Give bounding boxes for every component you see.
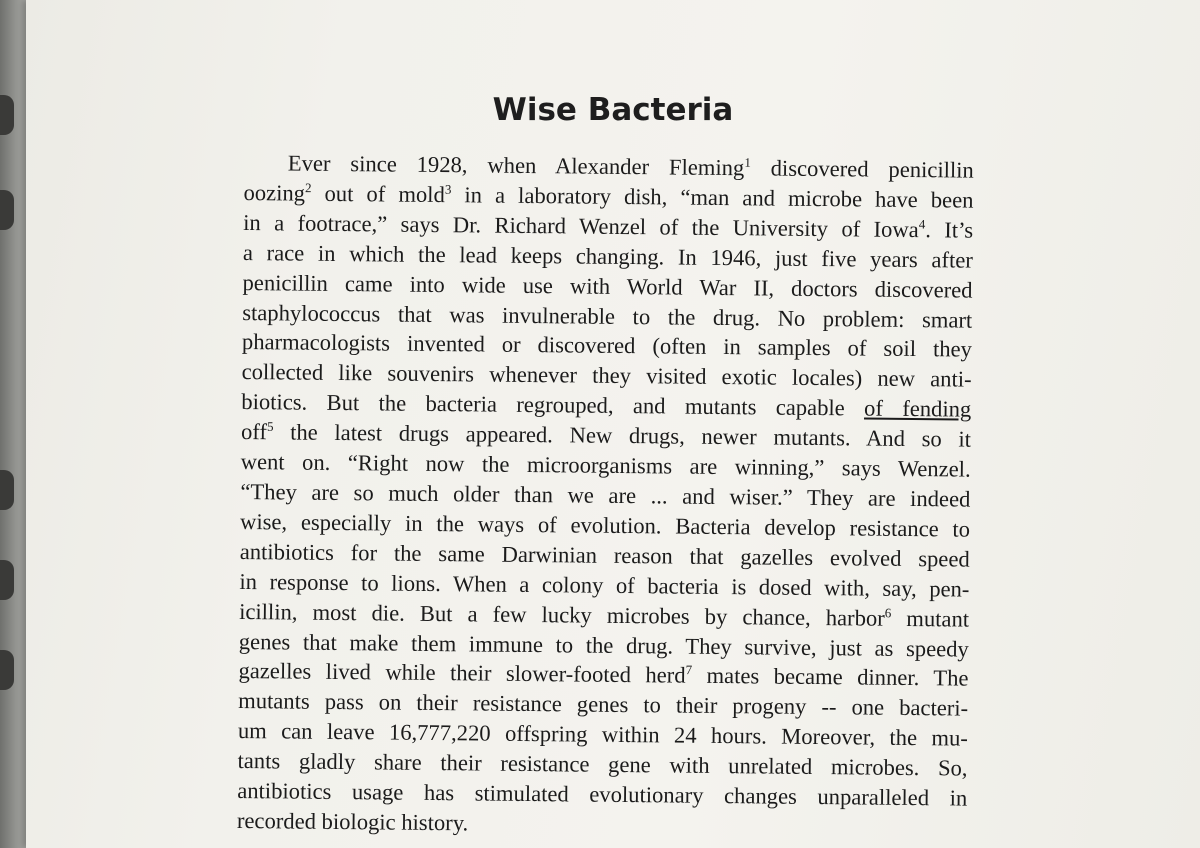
- document-title: Wise Bacteria: [492, 92, 734, 128]
- text-line: in a footrace,” says Dr. Richard Wenzel of the University of Iowa$^4$. It’s: [243, 209, 974, 243]
- text-line: mutants pass on their resistance genes to their progeny -- one bacteri-: [238, 688, 969, 721]
- footnote-marker: 2: [305, 180, 312, 196]
- text-line: um can leave 16,777,220 offspring within 24 hours. Moreover, the mu-: [237, 718, 968, 751]
- text-line: wise, especially in the ways of evolution. Bacteria develop resistance to: [239, 508, 971, 542]
- text-line: in response to lions. When a colony of bacteria is dosed with, say, pen-: [239, 568, 970, 602]
- binder-ring: [0, 470, 14, 510]
- text-line: antibiotics usage has stimulated evolutionary changes unparalleled in: [237, 777, 968, 811]
- footnote-marker: 4: [918, 216, 926, 232]
- underlined-phrase: of fending: [863, 395, 972, 422]
- text-line: oozing$^2$ out of mold$^3$ in a laboratory dish, “man and microbe have been: [243, 179, 974, 213]
- text-line: collected like souvenirs whenever they visited exotic locales) new anti-: [241, 359, 972, 392]
- text-line: Ever since 1928, when Alexander Fleming$^1$ discovered penicillin: [287, 150, 974, 183]
- text-line: penicillin came into wide use with World War II, doctors discovered: [242, 269, 973, 303]
- text-line: icillin, most die. But a few lucky microbes by chance, harbor$^6$ mutant: [239, 598, 970, 632]
- text-line: went on. “Right now the microorganisms are winning,” says Wenzel.: [240, 449, 971, 482]
- binder-ring: [0, 650, 14, 690]
- footnote-marker: 5: [266, 418, 274, 434]
- footnote-marker: 7: [685, 662, 693, 678]
- binder-ring: [0, 190, 14, 230]
- text-line: genes that make them immune to the drug. They survive, just as speedy: [238, 628, 969, 662]
- text-line: pharmacologists invented or discovered (often in samples of soil they: [241, 329, 973, 363]
- article-body: [237, 148, 974, 843]
- text-line: gazelles lived while their slower-footed herd$^7$ mates became dinner. The: [238, 658, 969, 692]
- footnote-marker: 3: [444, 181, 452, 197]
- text-line: a race in which the lead keeps changing. In 1946, just five years after: [242, 239, 973, 273]
- footnote-marker: 1: [744, 154, 751, 170]
- footnote-marker: 6: [884, 604, 892, 620]
- text-line: staphylococcus that was invulnerable to the drug. No problem: smart: [242, 299, 973, 333]
- text-line: antibiotics for the same Darwinian reason that gazelles evolved speed: [239, 538, 970, 572]
- text-line: “They are so much older than we are ... and wiser.” They are indeed: [240, 478, 971, 512]
- text-line: off$^5$ the latest drugs appeared. New drugs, newer mutants. And so it: [240, 418, 972, 452]
- text-line: tants gladly share their resistance gene with unrelated microbes. So,: [237, 748, 968, 781]
- text-line: recorded biologic history.: [236, 807, 469, 836]
- text-line: biotics. But the bacteria regrouped, and mutants capable of fending: [241, 389, 972, 422]
- binder-ring: [0, 560, 14, 600]
